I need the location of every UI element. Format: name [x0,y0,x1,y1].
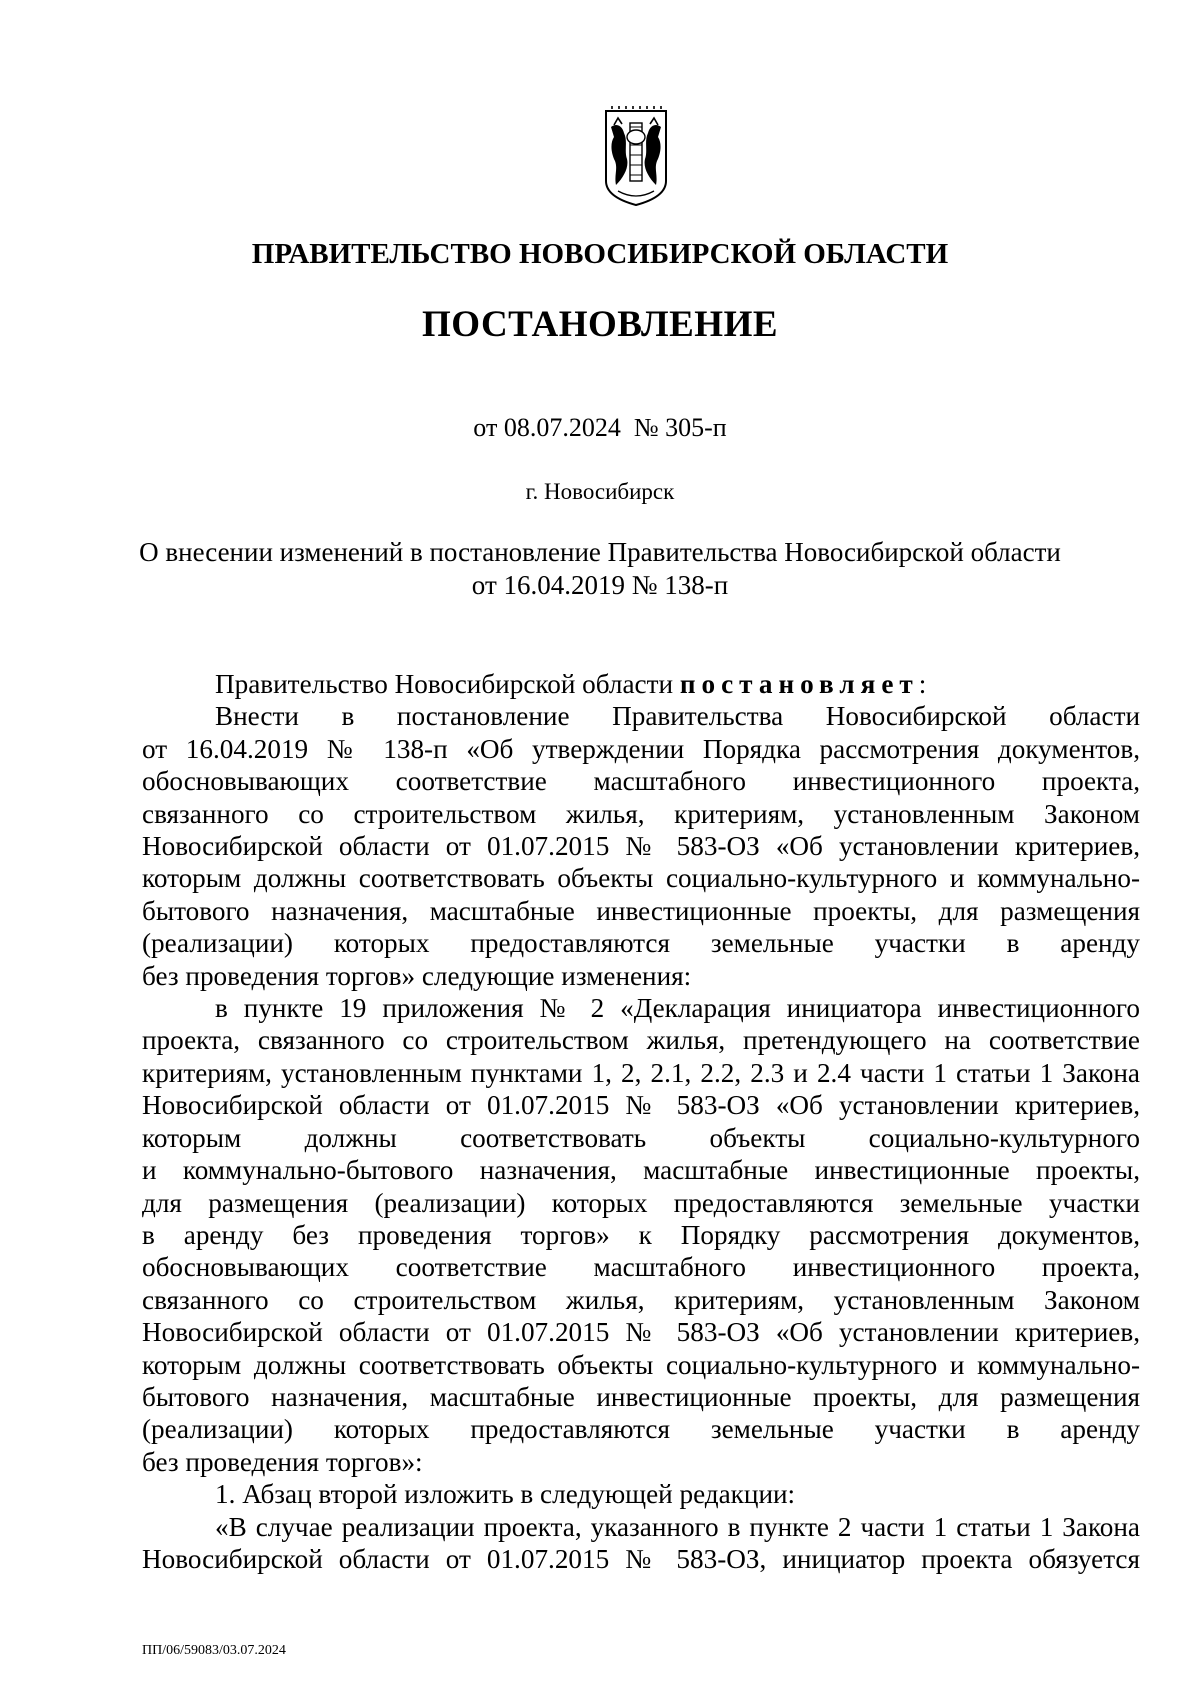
government-name: ПРАВИТЕЛЬСТВО НОВОСИБИРСКОЙ ОБЛАСТИ [251,238,949,270]
body-line: и коммунально-бытового назначения, масштабные инвестиционные проекты, [142,1155,1140,1186]
body-line: обосновывающих соответствие масштабного инвестиционного проекта, [142,1252,1140,1283]
body-line: связанного со строительством жилья, критериям, установленным Законом [142,1284,1140,1315]
body-line: Внести в постановление Правительства Новосибирской области [215,701,1140,732]
preamble-end: : [918,669,927,699]
body-line: (реализации) которых предоставляются земельные участки в аренду [142,928,1140,959]
body-line: (реализации) которых предоставляются земельные участки в аренду [142,1414,1140,1445]
resolves-keyword: постановляет [679,669,919,699]
document-city: г. Новосибирск [525,479,675,504]
body-line: Новосибирской области от 01.07.2015 № 583-ОЗ «Об установлении критериев, [142,831,1140,862]
document-date-number: от 08.07.2024 № 305-п [473,413,727,442]
subject-line: от 16.04.2019 № 138-п [471,570,729,600]
body-line: бытового назначения, масштабные инвестиционные проекты, для размещения [142,1381,1140,1412]
coat-of-arms-icon [602,105,670,211]
document-footer-code: ПП/06/59083/03.07.2024 [142,1643,286,1658]
body-line: связанного со строительством жилья, критериям, установленным Законом [142,798,1140,829]
subject-line: О внесении изменений в постановление Правительства Новосибирской области [139,537,1061,567]
body-line: Новосибирской области от 01.07.2015 № 583-ОЗ «Об установлении критериев, [142,1317,1140,1348]
body-line: от 16.04.2019 № 138-п «Об утверждении Порядка рассмотрения документов, [142,733,1140,764]
body-line: которым должны соответствовать объекты социально-культурного [142,1122,1140,1153]
body-line: в пункте 19 приложения № 2 «Декларация инициатора инвестиционного [215,993,1140,1024]
body-line: в аренду без проведения торгов» к Порядку рассмотрения документов, [142,1219,1140,1250]
body-line: без проведения торгов»: [142,1446,423,1477]
preamble-text: Правительство Новосибирской области [215,669,680,699]
document-body [142,668,1140,1575]
body-line: «В случае реализации проекта, указанного в пункте 2 части 1 статьи 1 Закона [215,1511,1140,1542]
body-line: Новосибирской области от 01.07.2015 № 583-ОЗ «Об установлении критериев, [142,1090,1140,1121]
document-subject [0,536,1200,602]
body-line: которым должны соответствовать объекты социально-культурного и коммунально- [142,863,1140,894]
body-line: обосновывающих соответствие масштабного инвестиционного проекта, [142,766,1140,797]
body-line: Новосибирской области от 01.07.2015 № 583-ОЗ, инициатор проекта обязуется [142,1543,1140,1574]
body-line: без проведения торгов» следующие изменения: [142,960,692,991]
body-line: для размещения (реализации) которых предоставляются земельные участки [142,1187,1140,1218]
body-line: 1. Абзац второй изложить в следующей редакции: [215,1479,796,1510]
body-line: критериям, установленным пунктами 1, 2, 2.1, 2.2, 2.3 и 2.4 части 1 статьи 1 Закона [142,1057,1140,1088]
body-line: бытового назначения, масштабные инвестиционные проекты, для размещения [142,895,1140,926]
body-line: проекта, связанного со строительством жилья, претендующего на соответствие [142,1025,1140,1056]
body-line: которым должны соответствовать объекты социально-культурного и коммунально- [142,1349,1140,1380]
preamble [142,668,1140,700]
document-type: ПОСТАНОВЛЕНИЕ [421,304,779,345]
